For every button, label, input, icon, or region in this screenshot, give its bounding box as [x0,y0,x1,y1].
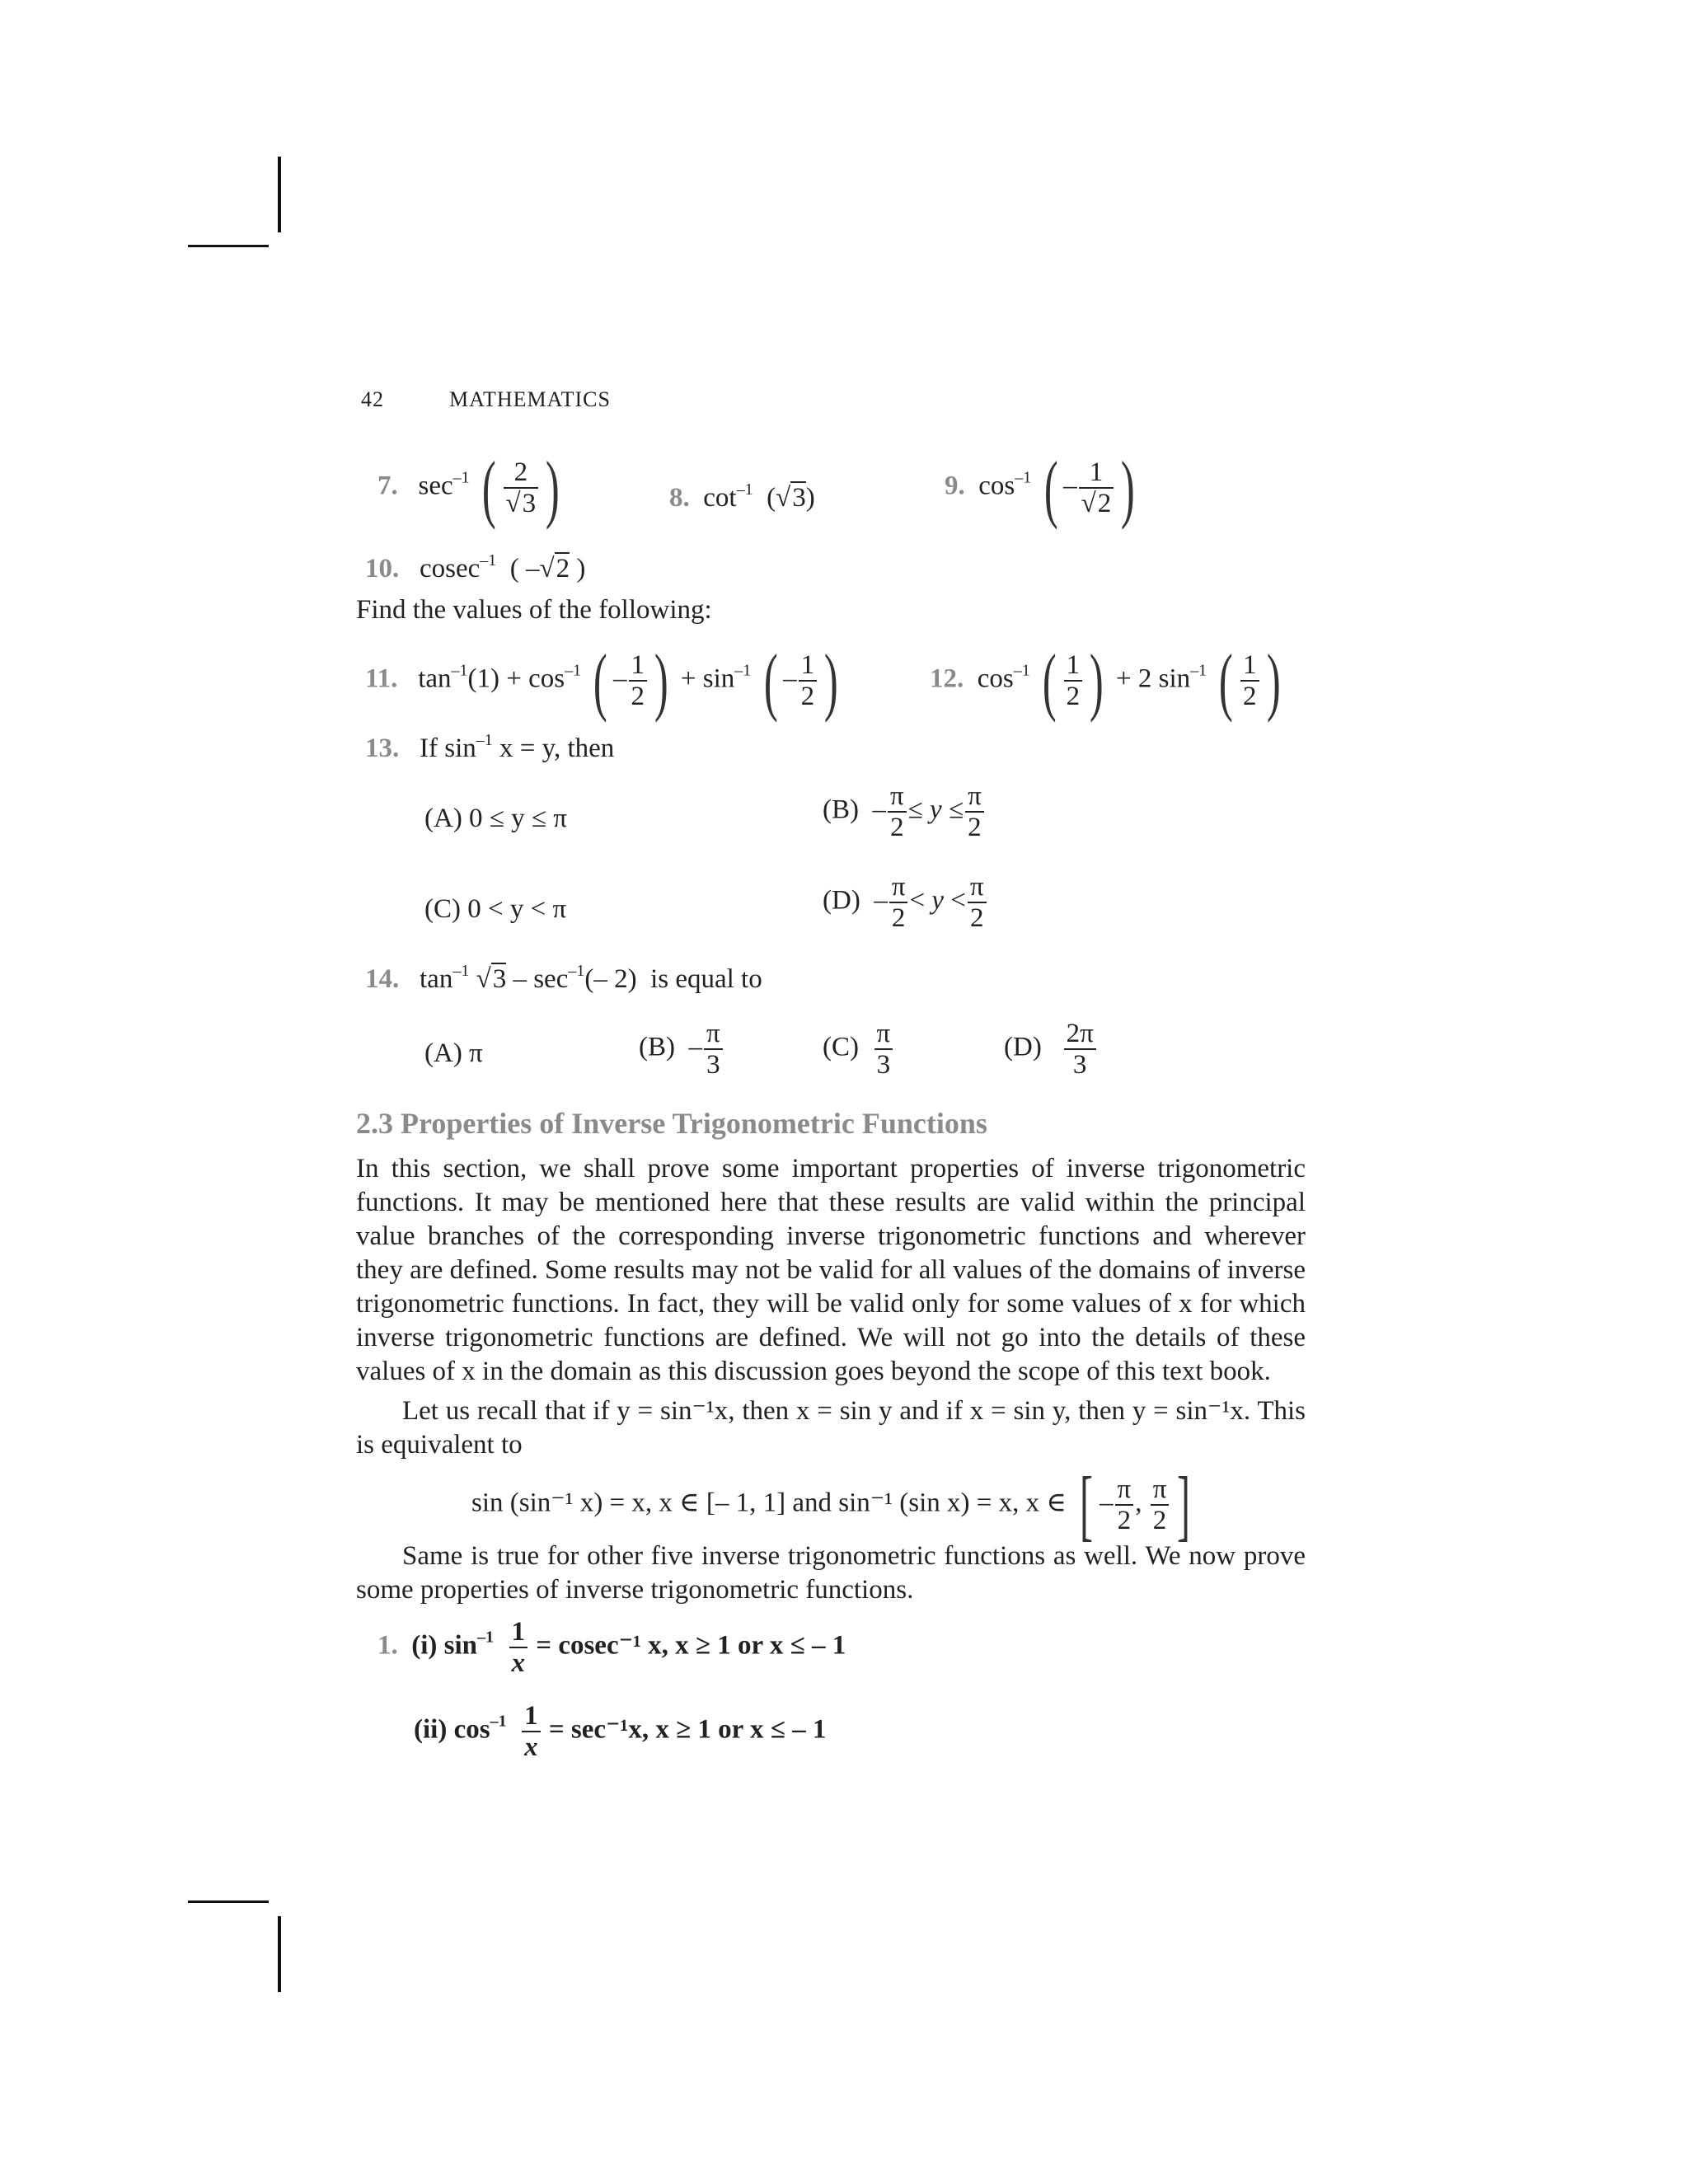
crop-mark-top-vertical [278,157,281,232]
expression-text: + 2 sin [1116,663,1191,694]
instruction-text: Find the values of the following: [356,595,712,625]
paragraph-1: In this section, we shall prove some important properties of inverse trigonometric functions. It may be mentioned here that these results are valid within the principal value branches of the corresponding inverse trigonometric functions and wherever they are defined. Some results may not be valid for all values of the domains of inverse trigonometric functions. In fact, they will be valid only for some values of x for which inverse trigonometric functions are defined. We will not go into the details of these values of x in the domain as this discussion goes beyond the scope of this text book. [356,1154,1306,1386]
fraction-denominator: 2 [1240,680,1259,711]
expression-text: + sin [680,663,735,694]
question-stem: x = y, then [492,733,615,763]
identity-equation: sin (sin⁻¹ x) = x, x ∈ [– 1, 1] and sin⁻¹ (sin x) = x, x ∈ [ – $\frac{\pi}{2}$ , $\frac{\pi}{2}$ ] [471,1460,1191,1549]
fraction-denominator: x [524,1732,538,1762]
fraction-denominator: x [511,1648,526,1678]
fraction-numerator: π [890,781,904,811]
option-b: (B) – $\frac{\pi}{2}$ ≤ y ≤ $\frac{\pi}{2}$ [823,781,986,842]
q14-option-b: (B) – $\frac{\pi}{3}$ [639,1019,724,1080]
fraction-numerator: 1 [800,650,815,680]
fraction-numerator: 1 [524,1701,538,1731]
exercise-number: 9. [945,471,965,501]
exercise-14: 14. $\tan^{-1} √3 - \sec^{-1}(-$ 2) is equal to [365,962,762,994]
option-label: (D) [1004,1032,1042,1062]
fraction-numerator: π [969,872,984,902]
fraction-numerator: 1 [1243,650,1257,680]
function-name: cos [977,663,1014,694]
fraction-numerator: π [1117,1474,1132,1504]
function-name: cos [978,471,1015,501]
paragraph-3: Same is true for other five inverse trigonometric functions as well. We now prove some properties of inverse trigonometric functions. [356,1541,1306,1605]
exercise-number: 14. [365,964,400,994]
expression-text: (1) + cos [467,663,565,694]
q14-option-d [1004,1019,1098,1080]
property-1-i: 1. (i) $\sin^{-1}$ $\frac{1}{x}$ = cosec⁻¹ x, x ≥ 1 or x ≤ – 1 [377,1617,846,1678]
function-name: tan [420,964,453,994]
q14-option-c [823,1019,894,1080]
property-1-ii: (ii) $\cos^{-1}$ $\frac{1}{x}$ = sec⁻¹x, x ≥ 1 or x ≤ – 1 [414,1701,827,1762]
exercise-7: 7. $\sec^{-1}$ ( $\frac{2}{√3}$ ) [377,446,560,530]
option-c: (C) 0 < y < π [424,894,567,924]
option-label: (B) [823,794,859,825]
exercise-number: 8. [669,483,690,513]
fraction-numerator: 2 [513,457,528,487]
fraction-numerator: π [876,1019,891,1048]
property-statement: = cosec⁻¹ x, x ≥ 1 or x ≤ – 1 [536,1630,846,1661]
exercise-12: 12. $\cos^{-1}$ ( $\frac{1}{2}$ ) + 2 $\sin^{-1}$ ( $\frac{1}{2}$ ) [930,639,1281,723]
question-stem: If sin [420,733,476,763]
equation-text: sin (sin⁻¹ x) = x, x ∈ [– 1, 1] and sin⁻¹ (sin x) = x, x ∈ [471,1488,1067,1518]
fraction-numerator: 1 [1066,650,1081,680]
crop-mark-bottom-vertical [278,1916,281,1992]
fraction-numerator: 1 [1089,457,1104,487]
crop-mark-bottom-horizontal [188,1900,269,1903]
fraction-numerator: 1 [511,1617,526,1647]
option-label: (B) [639,1032,675,1062]
exercise-11: 11. $\tan^{-1}(1) + \cos^{-1}$ ( – $\frac{1}{2}$ ) + $\sin^{-1}$ ( – $\frac{1}{2}$ ) [365,639,838,723]
fraction-numerator: π [706,1019,720,1048]
property-number: 1. [377,1630,398,1661]
option-label: (C) [823,1032,859,1062]
sqrt-argument: 2 [556,554,570,583]
sqrt-argument: 3 [792,483,806,513]
crop-mark-top-horizontal [188,245,269,247]
fraction-denominator: 3 [704,1048,723,1080]
fraction-numerator: 2π [1066,1019,1094,1048]
exercise-number: 10. [365,554,400,583]
paragraph-2: Let us recall that if y = sin⁻¹x, then x = sin y and if x = sin y, then y = sin⁻¹x. This is equivalent to [356,1396,1306,1460]
function-name: tan [418,663,452,694]
section-heading: 2.3 Properties of Inverse Trigonometric Functions [356,1107,987,1140]
fraction-numerator: π [968,781,982,811]
function-name: – sec [506,964,569,994]
q14-option-a: (A) π [424,1038,483,1068]
function-name: cot [703,483,737,513]
function-name: cosec [420,554,481,583]
exercise-number: 12. [930,663,964,694]
function-name: sec [418,471,453,501]
exercise-9: 9. $\cos^{-1}$ ( – $\frac{1}{√2}$ ) [945,446,1136,530]
fraction-denominator: 2 [629,680,648,711]
fraction-denominator: 2 [799,680,818,711]
fraction-numerator: 1 [631,650,645,680]
running-title: MATHEMATICS [449,387,611,411]
fraction-denominator: 3 [874,1048,893,1080]
expression-text: (– 2) [584,964,637,994]
exercise-8: 8. $\cot^{-1} (√3)$ [669,480,815,513]
fraction-numerator: π [1152,1474,1167,1504]
exercise-number: 7. [377,471,398,501]
option-d: (D) – $\frac{\pi}{2}$ < y < $\frac{\pi}{2}$ [823,872,988,933]
sqrt-argument: 3 [492,964,507,994]
fraction-numerator: π [891,872,906,902]
fraction-denominator: 3 [1064,1048,1096,1080]
exercise-13: 13. If $\sin^{-1} x = y$, then [365,731,615,763]
exercise-number: 13. [365,733,400,763]
exercise-number: 11. [365,663,398,694]
fraction-denominator: 2 [1064,680,1083,711]
fraction-denominator: 3 [522,489,537,518]
option-a: (A) 0 ≤ y ≤ π [424,804,567,833]
exercise-10: 10. cosec$^{-1}$ ( –√2 ) [365,551,586,583]
property-statement: = sec⁻¹x, x ≥ 1 or x ≤ – 1 [548,1714,827,1745]
page-number: 42 [361,387,384,411]
question-stem: is equal to [650,964,762,994]
fraction-denominator: 2 [1097,489,1112,518]
property-label: (ii) cos [414,1714,490,1745]
property-label: (i) sin [411,1630,478,1661]
option-label: (D) [823,885,860,916]
